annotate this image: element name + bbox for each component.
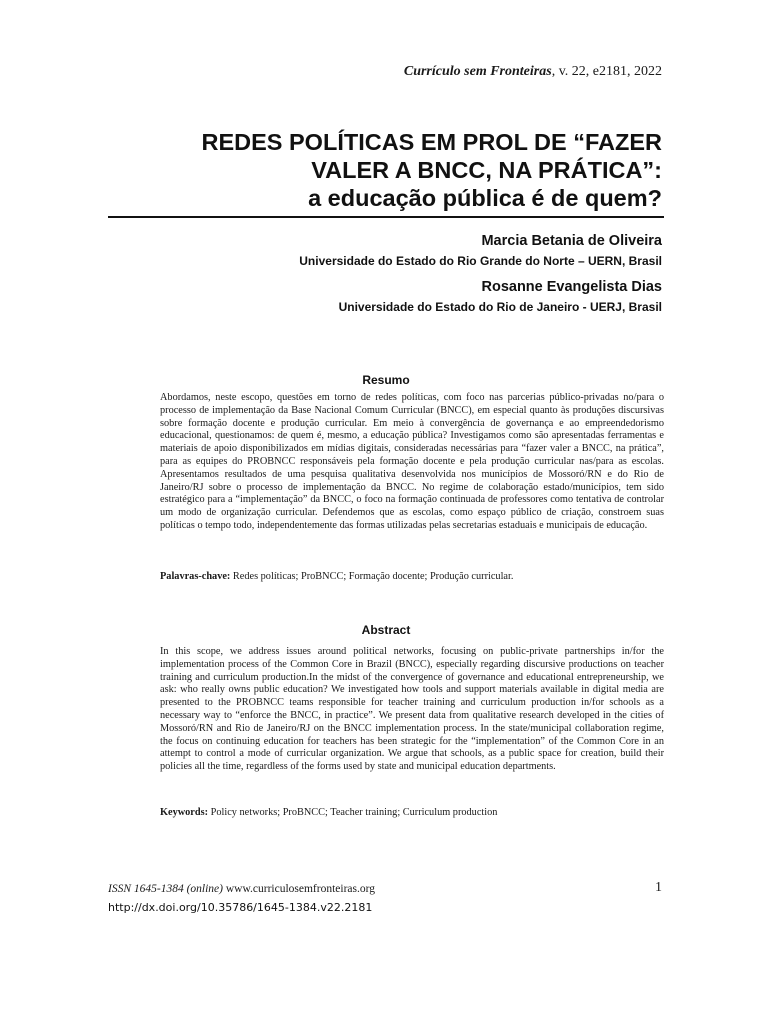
article-title (142, 128, 662, 212)
resumo-text: Abordamos, neste escopo, questões em torno de redes políticas, com foco nas parcerias público-privadas no/para o processo de implementação da Base Nacional Comum Curricular (BNCC), em especial quanto às produções discursivas sobre formação docente e produção curricular. Em meio à convergência de governança e ao empreendedorismo educacional, questionamos: de quem é, mesmo, a educação pública? Investigamos como são apresentadas ferramentas e materiais de apoio disponibilizados em mídias digitais, consideradas necessárias para “fazer valer a BNCC, na prática”, para as equipes do PROBNCC responsáveis pela formação docente e pela produção curricular nas/para as escolas. Apresentamos resultados de uma pesquisa qualitativa desenvolvida nos municípios de Mossoró/RN e do Rio de Janeiro/RJ sobre o processo de implementação da BNCC. No regime de colaboração estado/municípios, tem sido estratégico para a “implementação” da BNCC, o foco na formação continuada de professores como tentativa de controlar um modo de organização curricular. Defendemos que as escolas, como espaço público de criação, constroem suas políticas o tempo todo, independentemente das formas utilizadas pelas secretarias estaduais e municipais de educação. (160, 392, 664, 531)
issn: ISSN 1645-1384 (online) (108, 883, 223, 895)
keywords (160, 806, 664, 819)
abstract-heading: Abstract (361, 623, 411, 637)
title-line-1: REDES POLÍTICAS EM PROL DE “FAZER (201, 129, 662, 155)
title-divider (108, 216, 664, 218)
page-number: 1 (655, 880, 662, 895)
abstract-text: In this scope, we address issues around political networks, focusing on public-private partnerships in/for the implementation process of the Common Core in Brazil (BNCC), especially regarding discursive productions on teacher training and curriculum production.In the midst of the convergence of governance and educational entrepreneurship, we ask: who really owns public education? We investigated how tools and support materials available in digital media are presented to the PROBNCC teams responsible for teacher training and curriculum production in/for schools as a necessary way to “enforce the BNCC, in practice”. We present data from qualitative research developed in the cities of Mossoró/RN and Rio de Janeiro/RJ on the BNCC implementation process. In the state/municipal collaboration regime, the focus on continuing education for teachers has been strategic for the “implementation” of the Common Core in an attempt to control a mode of curricular organization. We argue that schools, as a public space for creation, build their policies all the time, regardless of the forms used by state and municipal education departments. (160, 646, 664, 773)
footer-issn-line (108, 883, 375, 895)
journal-citation: , v. 22, e2181, 2022 (551, 64, 662, 79)
doi-link[interactable]: http://dx.doi.org/10.35786/1645-1384.v22.2181 (108, 901, 373, 914)
keywords-label: Keywords: (160, 807, 209, 818)
author-affiliation: Universidade do Estado do Rio Grande do Norte – UERN, Brasil (299, 254, 662, 268)
author-name: Marcia Betania de Oliveira (481, 233, 662, 249)
palavras-chave-label: Palavras-chave: (160, 571, 231, 582)
title-line-3: a educação pública é de quem? (308, 185, 662, 211)
author-affiliation: Universidade do Estado do Rio de Janeiro - UERJ, Brasil (338, 300, 662, 314)
palavras-chave-list: Redes políticas; ProBNCC; Formação docente; Produção curricular. (230, 571, 514, 582)
author-name: Rosanne Evangelista Dias (481, 279, 662, 295)
resumo-heading: Resumo (362, 373, 410, 387)
palavras-chave (160, 570, 664, 583)
journal-name: Currículo sem Fronteiras (403, 64, 552, 79)
author-block-1 (299, 232, 662, 269)
running-header (404, 64, 662, 80)
journal-website-link[interactable]: www.curriculosemfronteiras.org (222, 883, 375, 895)
title-line-2: VALER A BNCC, NA PRÁTICA”: (311, 157, 662, 183)
author-block-2 (339, 278, 662, 315)
keywords-list: Policy networks; ProBNCC; Teacher training; Curriculum production (208, 807, 498, 818)
